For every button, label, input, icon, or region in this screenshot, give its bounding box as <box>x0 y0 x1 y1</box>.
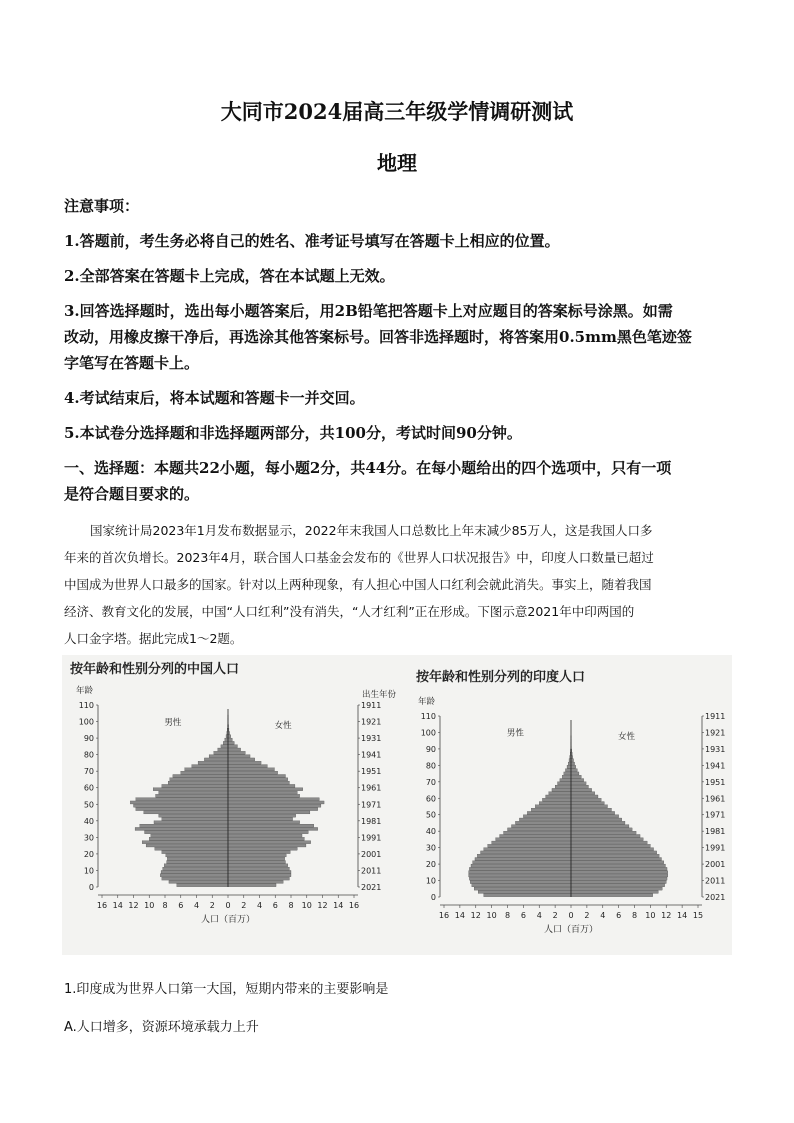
male-bar <box>549 792 571 795</box>
male-bar <box>496 838 571 841</box>
y-axis-label: 年龄 <box>418 697 436 707</box>
notice-item: 5.本试卷分选择题和非选择题两部分，共100分，考试时间90分钟。 <box>64 424 522 442</box>
female-bar <box>228 877 289 880</box>
x-tick-label: 4 <box>193 901 200 910</box>
year-tick-label: 1951 <box>705 777 726 787</box>
female-bar <box>571 798 601 801</box>
female-bar <box>571 782 586 785</box>
female-bar <box>228 867 289 870</box>
year-tick-label: 1971 <box>361 800 382 810</box>
age-tick-label: 70 <box>425 777 436 787</box>
female-bar <box>571 881 666 884</box>
female-bar <box>571 894 653 897</box>
female-bar <box>571 844 650 847</box>
female-bar <box>571 808 611 811</box>
female-bar <box>228 874 291 877</box>
male-bar <box>469 867 571 870</box>
notice-item: 2.全部答案在答题卡上完成，答在本试题上无效。 <box>64 267 395 285</box>
x-tick-label: 4 <box>536 911 542 920</box>
male-bar <box>504 831 571 834</box>
female-bar <box>228 808 318 811</box>
x-tick-label: 15 <box>692 911 704 920</box>
passage-line: 国家统计局2023年1月发布数据显示，2022年末我国人口总数比上年末减少85万人，这是我国人口多 <box>90 523 653 538</box>
male-bar <box>162 877 228 880</box>
year-tick-label: 1931 <box>705 744 726 754</box>
female-bar <box>571 871 668 874</box>
male-bar <box>214 751 228 754</box>
age-tick-label: 30 <box>83 833 94 843</box>
x-tick-label: 8 <box>288 901 294 910</box>
male-bar <box>552 788 571 791</box>
x-tick-label: 14 <box>677 911 688 920</box>
male-bar <box>130 801 228 804</box>
male-bar <box>140 824 228 827</box>
age-tick-label: 50 <box>83 800 94 810</box>
male-bar <box>142 841 228 844</box>
male-bar <box>471 864 571 867</box>
x-tick-label: 14 <box>333 901 344 910</box>
year-tick-label: 1951 <box>361 767 382 777</box>
male-bar <box>560 779 571 782</box>
age-tick-label: 10 <box>425 876 436 886</box>
age-tick-label: 60 <box>425 794 436 804</box>
male-bar <box>159 791 228 794</box>
year-tick-label: 2021 <box>361 883 382 892</box>
female-bar <box>228 851 290 854</box>
female-bar <box>571 834 640 837</box>
passage-line: 年来的首次负增长。2023年4月，联合国人口基金会发布的《世界人口状况报告》中，印度人口数量已超过 <box>64 550 654 565</box>
age-tick-label: 0 <box>430 893 436 902</box>
female-bar <box>228 758 255 761</box>
year-tick-label: 2021 <box>705 893 726 902</box>
male-bar <box>500 834 571 837</box>
female-bar <box>228 748 241 751</box>
male-bar <box>154 821 228 824</box>
male-bar <box>470 881 571 884</box>
male-label: 男性 <box>164 717 182 728</box>
year-tick-label: 1961 <box>705 794 726 804</box>
male-bar <box>564 772 571 775</box>
female-bar <box>228 864 288 867</box>
male-bar <box>161 870 228 873</box>
male-bar <box>481 851 571 854</box>
male-bar <box>527 811 571 814</box>
female-bar <box>571 854 659 857</box>
female-bar <box>571 805 608 808</box>
option-a: A.人口增多，资源环境承载力上升 <box>64 1020 259 1035</box>
y-axis-label: 年龄 <box>76 686 94 696</box>
exam-title: 大同市2024届高三年级学情调研测试 <box>220 99 574 124</box>
male-bar <box>484 894 571 897</box>
x-tick-label: 16 <box>438 911 450 920</box>
female-label: 女性 <box>618 732 636 743</box>
female-bar <box>571 815 619 818</box>
male-bar <box>135 827 228 830</box>
male-bar <box>162 818 228 821</box>
female-bar <box>571 775 581 778</box>
male-bar <box>472 884 571 887</box>
female-bar <box>571 884 665 887</box>
female-bar <box>571 762 575 765</box>
male-bar <box>169 880 228 883</box>
x-tick-label: 16 <box>96 901 108 910</box>
female-bar <box>228 837 304 840</box>
male-bar <box>163 867 228 870</box>
x-tick-label: 10 <box>486 911 497 920</box>
male-bar <box>475 858 571 861</box>
female-bar <box>228 751 245 754</box>
x-tick-label: 2 <box>552 911 558 920</box>
male-bar <box>162 851 228 854</box>
male-bar <box>565 769 571 772</box>
male-bar <box>192 765 228 768</box>
x-tick-label: 16 <box>348 901 360 910</box>
section-heading: 一、选择题：本题共22小题，每小题2分，共44分。在每小题给出的四个选项中，只有一项 <box>64 459 672 477</box>
female-bar <box>571 825 629 828</box>
age-tick-label: 20 <box>425 860 436 870</box>
age-tick-label: 20 <box>83 849 94 859</box>
female-bar <box>228 861 285 864</box>
female-bar <box>228 831 308 834</box>
x-axis-label: 人口（百万） <box>543 925 599 935</box>
female-bar <box>571 831 636 834</box>
male-bar <box>469 871 571 874</box>
female-bar <box>228 844 306 847</box>
female-bar <box>228 755 250 758</box>
male-bar <box>170 778 228 781</box>
year-tick-label: 1931 <box>361 734 382 744</box>
x-tick-label: 2 <box>209 901 215 910</box>
x-tick-label: 10 <box>645 911 656 920</box>
female-bar <box>571 848 654 851</box>
male-bar <box>508 828 572 831</box>
male-bar <box>555 785 571 788</box>
female-bar <box>228 814 296 817</box>
x-tick-label: 4 <box>600 911 606 920</box>
male-bar <box>162 784 228 787</box>
male-bar <box>469 877 571 880</box>
male-bar <box>519 818 571 821</box>
male-bar <box>469 874 571 877</box>
population-pyramids <box>62 655 732 955</box>
female-bar <box>571 792 595 795</box>
x-tick-label: 6 <box>272 901 278 910</box>
male-bar <box>542 798 571 801</box>
age-tick-label: 50 <box>425 810 436 820</box>
female-bar <box>571 788 592 791</box>
female-bar <box>228 784 295 787</box>
female-bar <box>228 854 286 857</box>
female-bar <box>228 745 237 748</box>
age-tick-label: 70 <box>83 767 94 777</box>
male-bar <box>474 887 571 890</box>
notice-item: 改动，用橡皮擦干净后，再选涂其他答案标号。回答非选择题时，将答案用0.5mm黑色笔迹签 <box>64 328 692 346</box>
age-tick-label: 80 <box>425 761 436 771</box>
female-bar <box>228 781 289 784</box>
female-bar <box>228 771 278 774</box>
x-tick-label: 2 <box>584 911 590 920</box>
male-bar <box>136 808 228 811</box>
age-tick-label: 110 <box>78 701 94 710</box>
year-tick-label: 1981 <box>361 816 382 826</box>
female-bar <box>228 774 285 777</box>
female-bar <box>571 877 667 880</box>
x-tick-label: 0 <box>568 911 574 920</box>
passage-line: 中国成为世界人口最多的国家。针对以上两种现象，有人担心中国人口红利会就此消失。事实上，随着我国 <box>64 577 652 592</box>
male-bar <box>223 741 228 744</box>
year-tick-label: 2001 <box>361 849 382 859</box>
x-tick-label: 12 <box>128 901 139 910</box>
female-bar <box>571 779 584 782</box>
male-bar <box>167 861 228 864</box>
male-bar <box>218 748 228 751</box>
female-bar <box>571 772 579 775</box>
male-bar <box>145 831 228 834</box>
female-bar <box>228 738 232 741</box>
male-bar <box>168 781 228 784</box>
female-bar <box>228 827 318 830</box>
female-bar <box>571 802 604 805</box>
male-bar <box>177 884 228 887</box>
female-bar <box>228 778 288 781</box>
male-bar <box>477 854 571 857</box>
female-bar <box>571 795 598 798</box>
year-tick-label: 1941 <box>361 750 382 760</box>
female-bar <box>228 735 231 738</box>
x-tick-label: 10 <box>301 901 312 910</box>
male-bar <box>146 844 228 847</box>
male-bar <box>473 861 571 864</box>
notice-heading: 注意事项： <box>64 197 140 215</box>
year-tick-label: 1971 <box>705 810 726 820</box>
year-tick-label: 1911 <box>705 712 726 721</box>
year-tick-label: 1921 <box>361 717 382 727</box>
male-bar <box>164 864 228 867</box>
female-bar <box>571 838 643 841</box>
x-tick-label: 12 <box>661 911 672 920</box>
female-bar <box>571 841 647 844</box>
age-tick-label: 100 <box>420 728 436 738</box>
male-bar <box>185 768 228 771</box>
age-tick-label: 40 <box>83 816 94 826</box>
female-bar <box>228 857 285 860</box>
notice-item: 字笔写在答题卡上。 <box>64 354 200 372</box>
section-heading-cont: 是符合题目要求的。 <box>64 485 200 503</box>
year-tick-label: 2011 <box>361 866 382 876</box>
female-bar <box>228 765 267 768</box>
notice-item: 1.答题前，考生务必将自己的姓名、准考证号填写在答题卡上相应的位置。 <box>64 232 560 250</box>
subject-title: 地理 <box>377 151 417 175</box>
male-bar <box>134 804 229 807</box>
female-bar <box>571 887 662 890</box>
female-bar <box>228 880 283 883</box>
female-bar <box>228 788 303 791</box>
female-bar <box>228 841 311 844</box>
x-tick-label: 12 <box>317 901 328 910</box>
male-bar <box>149 837 228 840</box>
passage-line: 人口金字塔。据此完成1～2题。 <box>64 631 243 646</box>
male-bar <box>568 762 571 765</box>
male-bar <box>166 854 228 857</box>
passage-line: 经济、教育文化的发展，中国“人口红利”没有消失，“人才红利”正在形成。下图示意2021年中印两国的 <box>64 604 635 619</box>
female-bar <box>228 761 261 764</box>
age-tick-label: 80 <box>83 750 94 760</box>
x-tick-label: 8 <box>631 911 638 920</box>
x-tick-label: 10 <box>144 901 155 910</box>
male-bar <box>488 844 571 847</box>
male-bar <box>156 794 228 797</box>
year-tick-label: 1911 <box>361 701 382 710</box>
female-bar <box>228 801 324 804</box>
male-bar <box>159 814 228 817</box>
female-bar <box>228 768 274 771</box>
female-bar <box>571 867 667 870</box>
male-bar <box>531 808 571 811</box>
chart-title: 按年龄和性别分列的中国人口 <box>70 662 240 677</box>
female-bar <box>571 864 665 867</box>
male-bar <box>546 795 571 798</box>
female-bar <box>571 890 658 893</box>
notice-item: 4.考试结束后，将本试题和答题卡一并交回。 <box>64 389 365 407</box>
male-bar <box>558 782 571 785</box>
x-tick-label: 12 <box>470 911 481 920</box>
x-tick-label: 6 <box>616 911 622 920</box>
age-tick-label: 90 <box>83 734 94 744</box>
x-tick-label: 14 <box>112 901 123 910</box>
male-bar <box>144 811 228 814</box>
x-tick-label: 14 <box>454 911 465 920</box>
male-bar <box>562 775 571 778</box>
male-bar <box>209 755 228 758</box>
male-bar <box>484 848 571 851</box>
female-bar <box>571 785 588 788</box>
male-bar <box>204 758 228 761</box>
male-bar <box>136 798 228 801</box>
population-pyramid-figure <box>62 655 732 955</box>
female-bar <box>228 824 314 827</box>
age-tick-label: 100 <box>78 717 94 727</box>
male-label: 男性 <box>506 728 524 739</box>
age-tick-label: 110 <box>420 712 436 721</box>
female-label: 女性 <box>274 721 292 732</box>
female-bar <box>228 870 291 873</box>
x-tick-label: 2 <box>241 901 247 910</box>
female-bar <box>228 811 310 814</box>
female-bar <box>571 828 632 831</box>
age-tick-label: 90 <box>425 744 436 754</box>
male-bar <box>523 815 571 818</box>
male-bar <box>515 821 571 824</box>
female-bar <box>571 818 622 821</box>
year-tick-label: 1991 <box>361 833 382 843</box>
male-bar <box>225 738 228 741</box>
male-bar <box>198 761 228 764</box>
female-bar <box>228 818 293 821</box>
female-bar <box>228 884 276 887</box>
female-bar <box>571 769 577 772</box>
male-bar <box>167 857 228 860</box>
female-bar <box>228 804 321 807</box>
x-tick-label: 8 <box>504 911 511 920</box>
male-bar <box>221 745 228 748</box>
age-tick-label: 30 <box>425 843 436 853</box>
female-bar <box>571 811 615 814</box>
female-bar <box>228 791 297 794</box>
year-tick-label: 1921 <box>705 728 726 738</box>
age-tick-label: 40 <box>425 827 436 837</box>
x-tick-label: 6 <box>178 901 184 910</box>
chart-title: 按年龄和性别分列的印度人口 <box>416 670 586 685</box>
male-bar <box>151 834 228 837</box>
male-bar <box>173 774 228 777</box>
female-bar <box>571 851 657 854</box>
age-tick-label: 10 <box>83 866 94 876</box>
female-bar <box>228 847 297 850</box>
year-tick-label: 1941 <box>705 761 726 771</box>
male-bar <box>181 771 228 774</box>
female-bar <box>571 861 664 864</box>
year-tick-label: 1981 <box>705 827 726 837</box>
female-bar <box>228 794 300 797</box>
female-bar <box>228 834 302 837</box>
x-tick-label: 4 <box>256 901 263 910</box>
notice-item: 3.回答选择题时，选出每小题答案后，用2B铅笔把答题卡上对应题目的答案标号涂黑。如需 <box>64 302 673 320</box>
male-bar <box>567 765 571 768</box>
female-bar <box>571 821 625 824</box>
year-tick-label: 2001 <box>705 860 726 870</box>
age-tick-label: 60 <box>83 783 94 793</box>
question-stem: 1.印度成为世界人口第一大国，短期内带来的主要影响是 <box>64 982 389 997</box>
male-bar <box>153 788 228 791</box>
male-bar <box>511 825 571 828</box>
male-bar <box>478 890 571 893</box>
male-bar <box>539 802 571 805</box>
female-bar <box>571 765 576 768</box>
year-tick-label: 1961 <box>361 783 382 793</box>
male-bar <box>492 841 571 844</box>
female-bar <box>228 741 234 744</box>
x-tick-label: 8 <box>162 901 168 910</box>
female-bar <box>571 874 668 877</box>
year-tick-label: 1991 <box>705 843 726 853</box>
male-bar <box>535 805 571 808</box>
y-right-axis-label: 出生年份 <box>362 690 397 700</box>
year-tick-label: 2011 <box>705 876 726 886</box>
female-bar <box>228 798 319 801</box>
male-bar <box>160 874 228 877</box>
female-bar <box>228 821 300 824</box>
x-tick-label: 6 <box>520 911 526 920</box>
female-bar <box>571 858 661 861</box>
male-bar <box>155 847 228 850</box>
age-tick-label: 0 <box>88 883 94 892</box>
x-axis-label: 人口（百万） <box>200 915 256 925</box>
x-tick-label: 0 <box>225 901 231 910</box>
